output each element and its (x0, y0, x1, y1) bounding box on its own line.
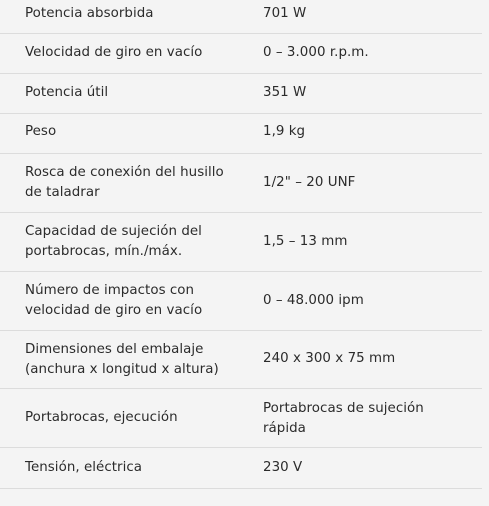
spec-value (263, 122, 482, 142)
spec-label-line: portabrocas, mín./máx. (25, 243, 183, 259)
spec-label-line: Número de impactos con (25, 283, 195, 298)
spec-value-line: 240 x 300 x 75 mm (263, 351, 396, 366)
spec-value-line: 0 – 48.000 ipm (263, 293, 364, 308)
spec-value-line: Portabrocas de sujeción (263, 401, 424, 416)
spec-label-line: Rosca de conexión del husillo (25, 165, 224, 180)
spec-label (25, 4, 240, 24)
spec-value-line: 1,9 kg (263, 124, 306, 139)
spec-value-line: rápida (263, 420, 306, 436)
spec-label (25, 340, 240, 379)
spec-label (25, 222, 240, 261)
spec-label-line: Capacidad de sujeción del (25, 224, 202, 239)
spec-value-line: 701 W (263, 6, 307, 21)
spec-label-line: (anchura x longitud x altura) (25, 361, 219, 377)
spec-value (263, 173, 482, 193)
spec-label (25, 458, 240, 478)
spec-value-line: 230 V (263, 460, 303, 475)
spec-value (263, 4, 482, 24)
spec-value (263, 349, 482, 369)
spec-value-line: 1/2" – 20 UNF (263, 175, 356, 190)
spec-row-peso (0, 114, 482, 154)
spec-value (263, 232, 482, 252)
spec-row-portabrocas-ejecucion (0, 389, 482, 448)
spec-row-tension-electrica (0, 448, 482, 489)
spec-label-line: de taladrar (25, 184, 100, 200)
spec-row-numero-de-impactos (0, 272, 482, 331)
spec-label (25, 43, 240, 63)
spec-row-potencia-absorbida (0, 0, 482, 34)
spec-row-capacidad-de-sujecion (0, 213, 482, 272)
spec-value (263, 291, 482, 311)
spec-label-line: Portabrocas, ejecución (25, 410, 178, 425)
spec-label-line: Potencia absorbida (25, 6, 154, 21)
spec-label (25, 163, 240, 202)
spec-label (25, 83, 240, 103)
spec-label-line: Tensión, eléctrica (25, 460, 143, 475)
spec-value-line: 1,5 – 13 mm (263, 234, 348, 249)
spec-value (263, 399, 482, 438)
spec-label-line: velocidad de giro en vacío (25, 302, 203, 318)
spec-label-line: Velocidad de giro en vacío (25, 45, 203, 60)
spec-label (25, 122, 240, 142)
spec-value (263, 43, 482, 63)
spec-value (263, 458, 482, 478)
spec-row-velocidad-de-giro (0, 34, 482, 74)
spec-value-line: 0 – 3.000 r.p.m. (263, 45, 369, 60)
spec-row-rosca-de-conexion (0, 154, 482, 213)
spec-label-line: Dimensiones del embalaje (25, 342, 204, 357)
spec-value (263, 83, 482, 103)
spec-value-line: 351 W (263, 85, 307, 100)
spec-label-line: Potencia útil (25, 85, 109, 100)
spec-row-dimensiones-del-embalaje (0, 331, 482, 389)
spec-row-potencia-util (0, 74, 482, 114)
spec-label (25, 281, 240, 320)
spec-label (25, 408, 240, 428)
spec-label-line: Peso (25, 124, 57, 139)
